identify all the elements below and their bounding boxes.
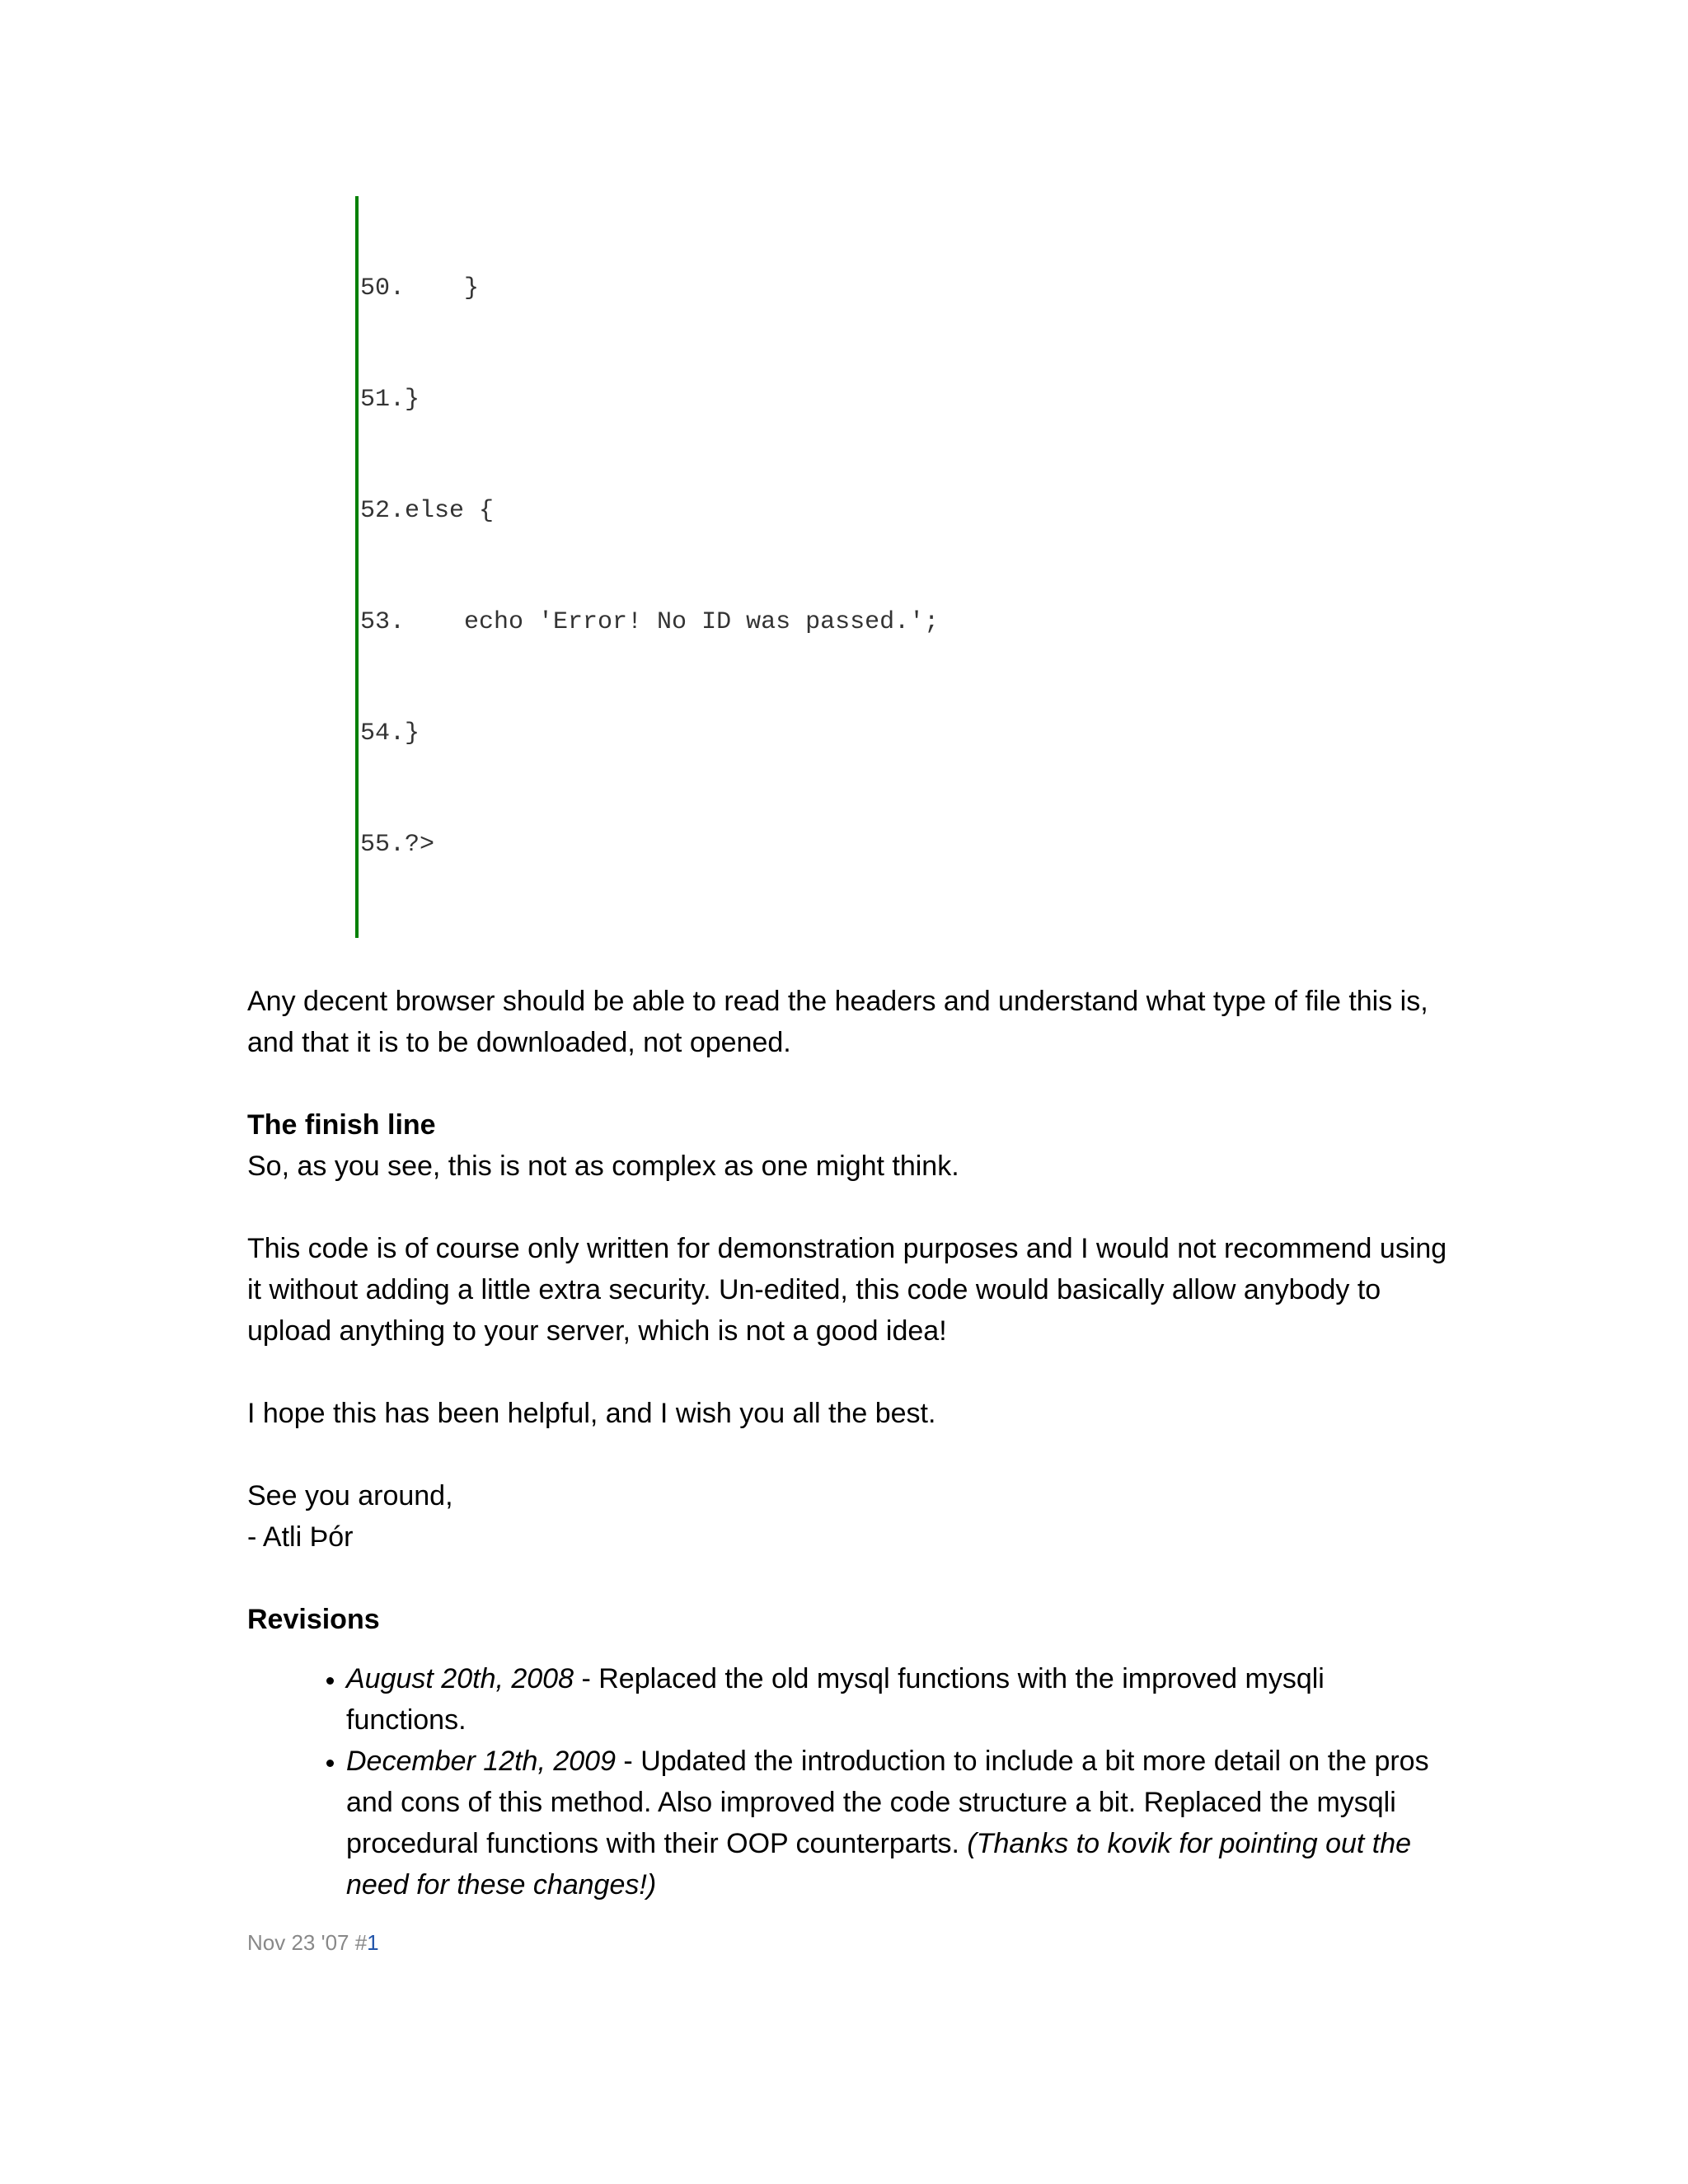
revision-item xyxy=(346,1741,1451,1905)
code-line: 52.else { xyxy=(360,497,495,525)
browser-note-paragraph: Any decent browser should be able to read the headers and understand what type of file this is, and that it is to be downloaded, not opened. xyxy=(247,986,1428,1058)
finish-line-text: So, as you see, this is not as complex as one might think. xyxy=(247,1151,959,1182)
revision-date: December 12th, 2009 xyxy=(346,1746,616,1777)
hope-paragraph: I hope this has been helpful, and I wish you all the best. xyxy=(247,1398,936,1429)
code-line: 50. } xyxy=(360,274,480,302)
signoff-text: See you around, xyxy=(247,1480,453,1511)
post-number-link[interactable]: 1 xyxy=(367,1930,379,1955)
revision-note: (Thanks to kovik for pointing out the need for these changes!) xyxy=(346,1828,1412,1900)
code-line: 55.?> xyxy=(360,831,435,859)
post-meta xyxy=(247,1929,1451,1957)
revision-date: August 20th, 2008 xyxy=(346,1663,574,1694)
revision-item xyxy=(346,1658,1451,1741)
revisions-heading: Revisions xyxy=(247,1604,380,1635)
code-line: 53. echo 'Error! No ID was passed.'; xyxy=(360,608,940,636)
code-block xyxy=(355,196,1451,938)
post-date: Nov 23 '07 # xyxy=(247,1930,368,1955)
code-line: 54.} xyxy=(360,719,420,748)
finish-line-heading: The finish line xyxy=(247,1109,436,1141)
revision-text: - Replaced the old mysql functions with the improved mysqli functions. xyxy=(346,1663,1325,1736)
code-line: 51.} xyxy=(360,386,420,414)
revisions-list xyxy=(247,1658,1451,1905)
revision-text: - Updated the introduction to include a bit more detail on the pros and cons of this method. Also improved the code structure a bit. Replaced the mysqli procedural functions with their OOP counterparts. xyxy=(346,1746,1429,1859)
security-note-paragraph: This code is of course only written for demonstration purposes and I would not recommend using it without adding a little extra security. Un-edited, this code would basically allow anybody to upload anything to your server, which is not a good idea! xyxy=(247,1233,1447,1347)
author-signature: - Atli Þór xyxy=(247,1521,354,1553)
article-page xyxy=(247,196,1451,1957)
